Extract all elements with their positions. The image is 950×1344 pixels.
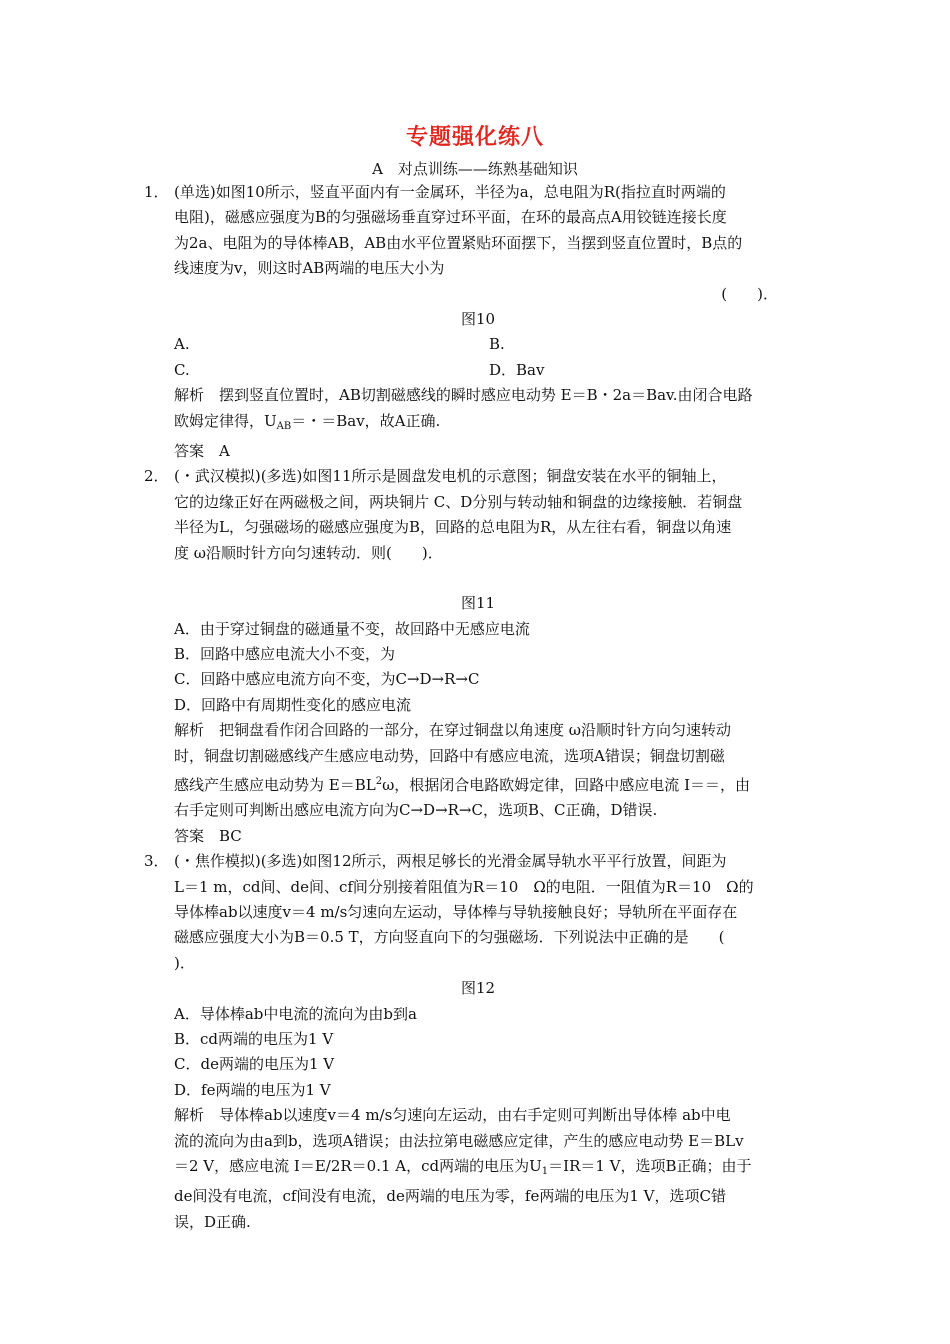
choice-row bbox=[174, 358, 812, 383]
question-text-line: 半径为L，匀强磁场的磁感应强度为B，回路的总电阻为R，从左往右看，铜盘以角速 bbox=[174, 518, 732, 537]
question-text-line: 电阻)，磁感应强度为B的匀强磁场垂直穿过环平面，在环的最高点A用铰链连接长度 bbox=[174, 208, 727, 227]
analysis-line: 解析 把铜盘看作闭合回路的一部分，在穿过铜盘以角速度 ω沿顺时针方向匀速转动 bbox=[174, 721, 732, 740]
question-number: 2． bbox=[144, 467, 169, 486]
page-title: 专题强化练八 bbox=[405, 125, 544, 150]
question-text-line: 线速度为v，则这时AB两端的电压大小为 bbox=[174, 259, 445, 278]
question-number: 3． bbox=[144, 852, 169, 871]
question-text-line: (・武汉模拟)(多选)如图11所示是圆盘发电机的示意图；铜盘安装在水平的铜轴上， bbox=[174, 467, 727, 486]
option-a: A．导体棒ab中电流的流向为由b到a bbox=[174, 1004, 417, 1023]
choice-a: A. bbox=[174, 335, 190, 354]
choice-b: B. bbox=[489, 335, 505, 354]
option-c: C．de两端的电压为1 V bbox=[174, 1055, 335, 1074]
option-b: B．回路中感应电流大小不变，为 bbox=[174, 644, 396, 663]
question-text-line: (・焦作模拟)(多选)如图12所示，两根足够长的光滑金属导轨水平平行放置，间距为 bbox=[174, 852, 727, 871]
section-subtitle: A 对点训练——练熟基础知识 bbox=[372, 160, 578, 178]
figure-caption: 图10 bbox=[460, 310, 496, 329]
question-text-line: 度 ω沿顺时针方向匀速转动．则( )． bbox=[174, 543, 443, 562]
analysis-line: 时，铜盘切割磁感线产生感应电动势，回路中有感应电流，选项A错误；铜盘切割磁 bbox=[174, 746, 725, 765]
analysis-line: 流的流向为由a到b，选项A错误；由法拉第电磁感应定律，产生的感应电动势 E＝BLv bbox=[174, 1131, 744, 1150]
answer-parentheses: ( )． bbox=[721, 284, 778, 303]
question-text-line: )． bbox=[174, 953, 195, 972]
question-number: 1． bbox=[144, 183, 169, 201]
analysis-line: 解析 导体棒ab以速度v＝4 m/s匀速向左运动，由右手定则可判断出导体棒 ab中电 bbox=[174, 1106, 731, 1125]
option-d: D．回路中有周期性变化的感应电流 bbox=[174, 695, 412, 714]
question-1 bbox=[144, 180, 812, 464]
analysis-line: 解析 摆到竖直位置时，AB切割磁感线的瞬时感应电动势 E＝B・2a＝Bav.由闭合电路 bbox=[174, 386, 753, 405]
analysis-line: ＝2 V，感应电流 I＝E/2R＝0.1 A，cd两端的电压为$U_1=IR=1$ V，选项B正确；由于 bbox=[174, 1157, 752, 1178]
question-list bbox=[144, 180, 812, 1235]
figure-caption: 图11 bbox=[460, 594, 496, 613]
question-3 bbox=[144, 849, 812, 1235]
analysis-line: de间没有电流，cf间没有电流，de两端的电压为零，fe两端的电压为1 V，选项C错 bbox=[174, 1187, 726, 1206]
answer-line: 答案 BC bbox=[174, 826, 242, 845]
analysis-line: 右手定则可判断出感应电流方向为C→D→R→C，选项B、C正确，D错误. bbox=[174, 801, 658, 820]
choice-d: D．Bav bbox=[489, 360, 545, 379]
question-text-line: (单选)如图10所示，竖直平面内有一金属环，半径为a，总电阻为R(指拉直时两端的 bbox=[174, 183, 726, 201]
analysis-line: 感线产生感应电动势为 $E=BL^2\omega$，根据闭合电路欧姆定律，回路中感应电流 I＝＝，由 bbox=[174, 775, 751, 794]
question-text-line: 为2a、电阻为的导体棒AB，AB由水平位置紧贴环面摆下，当摆到竖直位置时，B点的 bbox=[174, 233, 743, 252]
option-b: B．cd两端的电压为1 V bbox=[174, 1030, 334, 1048]
option-c: C．回路中感应电流方向不变，为C→D→R→C bbox=[174, 670, 480, 689]
question-text-line: 导体棒ab以速度v＝4 m/s匀速向左运动，导体棒与导轨接触良好；导轨所在平面存在 bbox=[174, 902, 738, 921]
answer-line: 答案 A bbox=[174, 442, 230, 461]
analysis-line: 误，D正确. bbox=[174, 1212, 251, 1231]
figure-space bbox=[174, 566, 812, 591]
analysis-line: 欧姆定律得，$U_{AB}=$・＝Bav，故A正确. bbox=[174, 411, 441, 432]
question-text-line: L＝1 m，cd间、de间、cf间分别接着阻值为R＝10 Ω的电阻．一阻值为R＝10 Ω的 bbox=[174, 877, 754, 896]
figure-caption: 图12 bbox=[460, 979, 496, 998]
choice-c: C. bbox=[174, 360, 190, 379]
choice-row bbox=[174, 332, 812, 357]
question-text-line: 磁感应强度大小为B＝0.5 T，方向竖直向下的匀强磁场．下列说法中正确的是 ( bbox=[174, 928, 725, 947]
question-2 bbox=[144, 464, 812, 849]
option-d: D．fe两端的电压为1 V bbox=[174, 1080, 331, 1099]
question-text-line: 它的边缘正好在两磁极之间，两块铜片 C、D分别与转动轴和铜盘的边缘接触．若铜盘 bbox=[174, 492, 743, 511]
option-a: A．由于穿过铜盘的磁通量不变，故回路中无感应电流 bbox=[174, 619, 530, 638]
